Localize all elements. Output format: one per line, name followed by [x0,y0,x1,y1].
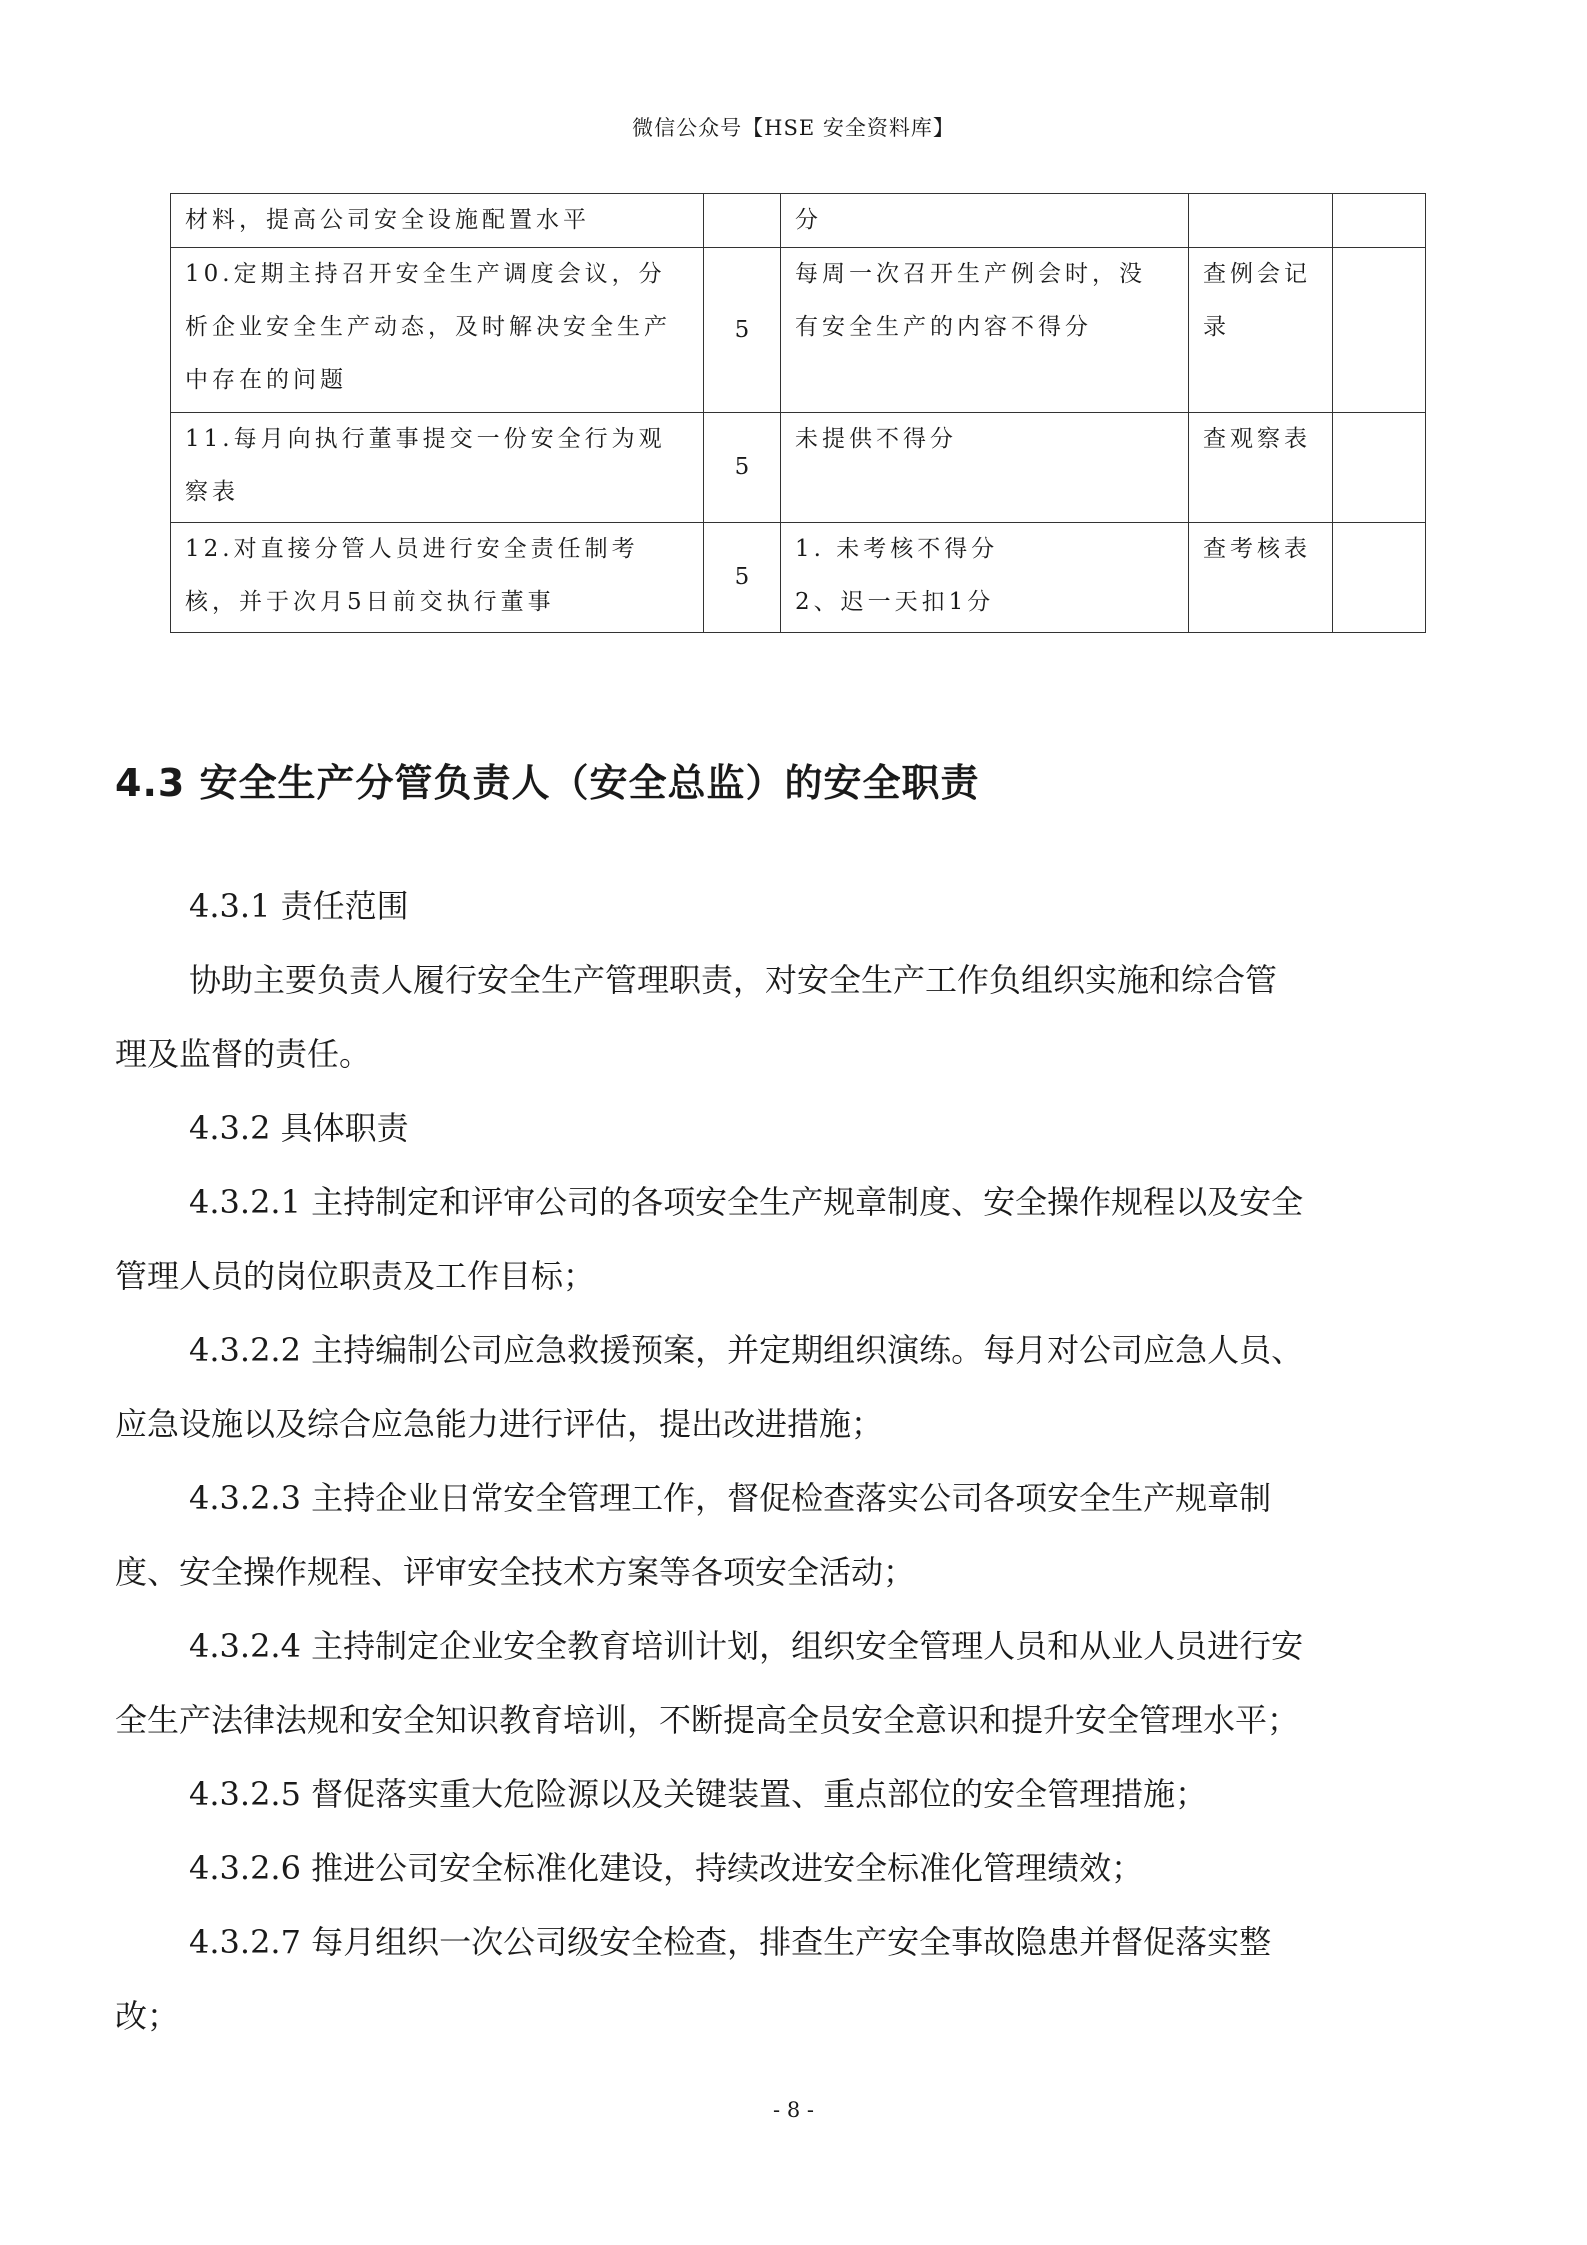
cell-text: 未提供不得分 [795,426,957,452]
paragraph [115,1165,1480,1313]
paragraph [115,1313,1480,1461]
table-row [171,413,1426,523]
assessment-table [170,193,1426,633]
cell-text: 每周一次召开生产例会时，没 [795,261,1146,287]
cell-points: 5 [704,413,781,523]
paragraph-line: 4.3.1 责任范围 [189,887,409,925]
cell-item [171,248,704,413]
cell-text: 分 [795,207,822,233]
cell-text: 12.对直接分管人员进行安全责任制考 [185,536,639,562]
cell-method [1189,194,1333,248]
paragraph [115,1461,1480,1609]
cell-text: 察表 [185,479,239,505]
table-row [171,523,1426,633]
cell-text: 11.每月向执行董事提交一份安全行为观 [185,426,666,452]
cell-method [1189,413,1333,523]
cell-criteria [781,523,1189,633]
paragraph-line: 改； [115,1997,180,2035]
cell-text: 1. 未考核不得分 [795,536,999,562]
paragraph-line: 协助主要负责人履行安全生产管理职责，对安全生产工作负组织实施和综合管 [189,961,1278,999]
paragraph-line: 4.3.2.4 主持制定企业安全教育培训计划，组织安全管理人员和从业人员进行安 [189,1627,1304,1665]
table-row [171,194,1426,248]
cell-text: 中存在的问题 [185,367,347,393]
cell-text: 有安全生产的内容不得分 [795,314,1092,340]
paragraph [115,1831,1480,1905]
cell-text: 查例会记 [1203,261,1311,287]
paragraph [115,943,1480,1091]
cell-text: 查观察表 [1203,426,1311,452]
cell-text: 核，并于次月5日前交执行董事 [185,589,555,615]
paragraph-line: 度、安全操作规程、评审安全技术方案等各项安全活动； [115,1553,916,1591]
body-text [115,869,1480,2053]
cell-criteria [781,413,1189,523]
paragraph-line: 管理人员的岗位职责及工作目标； [115,1257,596,1295]
paragraph-line: 4.3.2 具体职责 [189,1109,409,1147]
section-title: 4.3 安全生产分管负责人（安全总监）的安全职责 [115,761,980,805]
paragraph-line: 4.3.2.7 每月组织一次公司级安全检查，排查生产安全事故隐患并督促落实整 [189,1923,1272,1961]
cell-item [171,413,704,523]
cell-text: 录 [1203,314,1230,340]
cell-text: 材料，提高公司安全设施配置水平 [185,207,590,233]
cell-empty [1333,248,1426,413]
table-row [171,248,1426,413]
cell-criteria [781,194,1189,248]
cell-empty [1333,194,1426,248]
cell-points: 5 [704,248,781,413]
cell-method [1189,248,1333,413]
paragraph-line: 4.3.2.3 主持企业日常安全管理工作，督促检查落实公司各项安全生产规章制 [189,1479,1272,1517]
cell-text: 2、迟一天扣1分 [795,589,995,615]
paragraph [115,1905,1480,2053]
paragraph-line: 应急设施以及综合应急能力进行评估，提出改进措施； [115,1405,884,1443]
cell-text: 查考核表 [1203,536,1311,562]
cell-text: 10.定期主持召开安全生产调度会议，分 [185,261,666,287]
cell-text: 析企业安全生产动态，及时解决安全生产 [185,314,671,340]
page-number: - 8 - [773,2098,814,2122]
cell-empty [1333,523,1426,633]
paragraph-line: 4.3.2.6 推进公司安全标准化建设，持续改进安全标准化管理绩效； [189,1849,1144,1887]
paragraph [115,1757,1480,1831]
paragraph-line: 4.3.2.1 主持制定和评审公司的各项安全生产规章制度、安全操作规程以及安全 [189,1183,1304,1221]
page-header: 微信公众号【HSE 安全资料库】 [632,116,955,140]
cell-criteria [781,248,1189,413]
paragraph [115,1609,1480,1757]
paragraph-line: 全生产法律法规和安全知识教育培训，不断提高全员安全意识和提升安全管理水平； [115,1701,1300,1739]
cell-points [704,194,781,248]
cell-empty [1333,413,1426,523]
cell-points: 5 [704,523,781,633]
paragraph-line: 4.3.2.2 主持编制公司应急救援预案，并定期组织演练。每月对公司应急人员、 [189,1331,1304,1369]
paragraph-line: 4.3.2.5 督促落实重大危险源以及关键装置、重点部位的安全管理措施； [189,1775,1208,1813]
cell-item [171,194,704,248]
cell-method [1189,523,1333,633]
cell-item [171,523,704,633]
paragraph [115,869,1480,943]
paragraph-line: 理及监督的责任。 [115,1035,372,1073]
paragraph [115,1091,1480,1165]
